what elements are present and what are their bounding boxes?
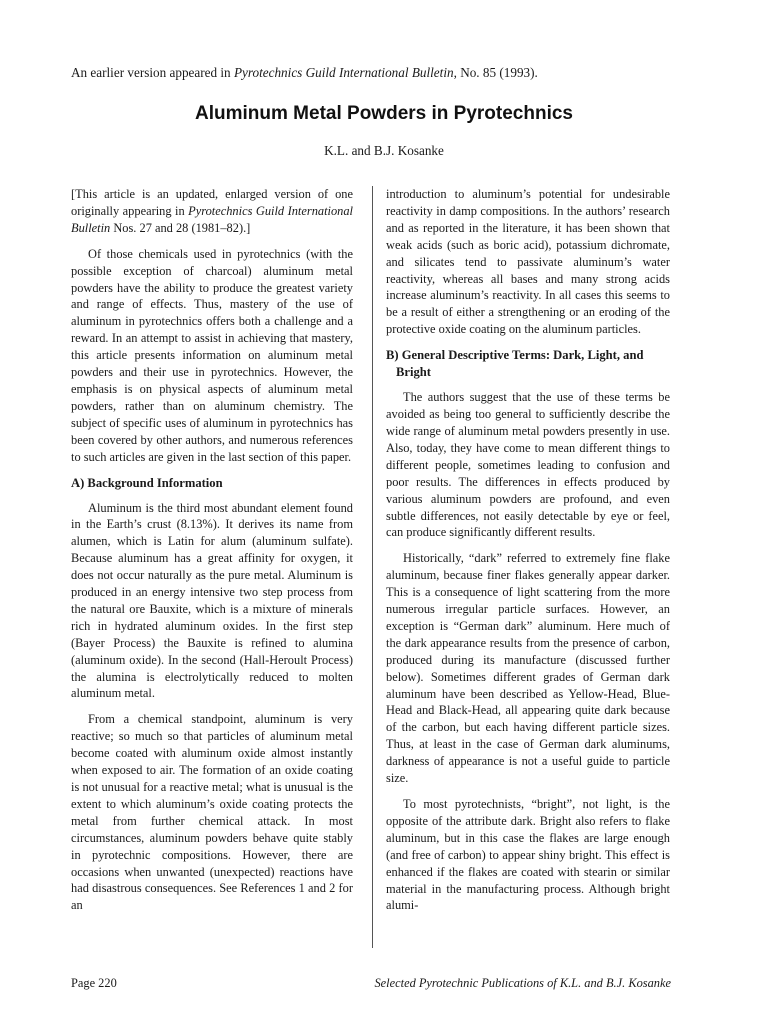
paragraph: Of those chemicals used in pyrotechnics (with the possible exception of charcoal) aluminum metal powders have the ability to produce the greatest variety and range of effects. Thus, mastery of the use of aluminum in pyrotechnics offers both a challenge and a reward. In an attempt to assist in achieving that mastery, this article presents information on aluminum metal powders and their use in pyrotechnics. However, the emphasis is on physical aspects of aluminum metal powders, rather than on aluminum chemistry. The subject of specific uses of aluminum in pyrotechnics has been covered by other authors, and numerous references to such articles are given in the last section of this paper. <box>71 246 353 464</box>
paragraph: The authors suggest that the use of these terms be avoided as being too general to sufficiently describe the wide range of aluminum metal powders presently in use. Also, today, they have come to mean different things to different people, sometimes leading to confusion and poor results. The differences in effects produced by various aluminum powders are profound, and even subtle differences, not easily detectable by eye or feel, can produce significantly different results. <box>386 390 670 540</box>
publication-note <box>71 64 691 82</box>
paragraph: Aluminum is the third most abundant element found in the Earth’s crust (8.13%). It derives its name from alumen, which is Latin for alum (aluminum sulfate). Because aluminum has a great affinity for oxygen, it does not occur naturally as the pure metal. Aluminum is produced in an energy intensive two step process from the natural ore Bauxite, which is a mixture of minerals rich in hydrated aluminum oxides. In the first step (Bayer Process) the Bauxite is refined to alumina (aluminum oxide). In the second (Hall-Heroult Process) the alumina is electrolytically reduced to molten aluminum metal. <box>71 500 353 701</box>
page-title: Aluminum Metal Powders in Pyrotechnics <box>195 103 573 124</box>
section-heading-b: B) General Descriptive Terms: Dark, Light, and Bright <box>386 348 644 380</box>
note-journal: Pyrotechnics Guild International Bulletin <box>233 65 454 80</box>
paragraph: Historically, “dark” referred to extremely fine flake aluminum, because finer flakes generally appear darker. This is a consequence of light scattering from the more numerous irregular particle surfaces. However, an exception is “German dark” aluminum. Here much of the dark appearance results from the presence of carbon, produced during its manufacture (discussed further below). Sometimes different grades of German dark aluminum have been described as Yellow-Head, Blue-Head and Black-Head, all appearing quite dark because of the carbon, but each having different particle sizes. Thus, at least in the case of German dark aluminums, darkness of appearance is not a useful guide to particle size. <box>386 551 670 786</box>
intro-note <box>71 186 353 237</box>
right-column <box>386 186 670 923</box>
paragraph: introduction to aluminum’s potential for undesirable reactivity in damp compositions. In the authors’ research and as reported in the literature, it has been shown that weak acids (such as boric acid), potassium dichromate, and silicates tend to passivate aluminum’s water reactivity, whereas all bases and many strong acids increase aluminum’s reactivity. In all cases this seems to be a result of either a strengthening or an eroding of the protective oxide coating on the aluminum particles. <box>386 187 670 337</box>
column-divider <box>372 186 373 948</box>
section-heading-a: A) Background Information <box>71 475 223 490</box>
intro-suffix: Nos. 27 and 28 (1981–82).] <box>110 220 251 235</box>
publication-footer: Selected Pyrotechnic Publications of K.L. and B.J. Kosanke <box>374 976 671 990</box>
intro-journal: Pyrotechnics Guild International Bulletin <box>71 203 354 235</box>
intro-prefix: [This article is an updated, enlarged version of one originally appearing in <box>71 187 353 218</box>
note-prefix: An earlier version appeared in <box>71 65 234 80</box>
paragraph: From a chemical standpoint, aluminum is very reactive; so much so that particles of aluminum metal become coated with aluminum oxide almost instantly when exposed to air. The formation of an oxide coating is not unusual for a reactive metal; what is unusual is the extent to which aluminum’s oxide coating protects the metal from further chemical attack. In most circumstances, aluminum powders behave quite stably in pyrotechnic compositions. However, there are occasions when unwanted (unexpected) reactions have had disastrous consequences. See References 1 and 2 for an <box>71 712 353 913</box>
note-suffix: , No. 85 (1993). <box>453 65 538 80</box>
paragraph: To most pyrotechnists, “bright”, not light, is the opposite of the attribute dark. Bright also refers to flake aluminum, but in this case the flakes are large enough (and free of carbon) to appear shiny bright. This effect is enhanced if the flakes are coated with stearin or similar material in the manufacturing process. Although bright alumi- <box>386 797 670 913</box>
authors: K.L. and B.J. Kosanke <box>324 143 444 158</box>
left-column <box>71 186 353 923</box>
page-number: Page 220 <box>71 976 117 990</box>
